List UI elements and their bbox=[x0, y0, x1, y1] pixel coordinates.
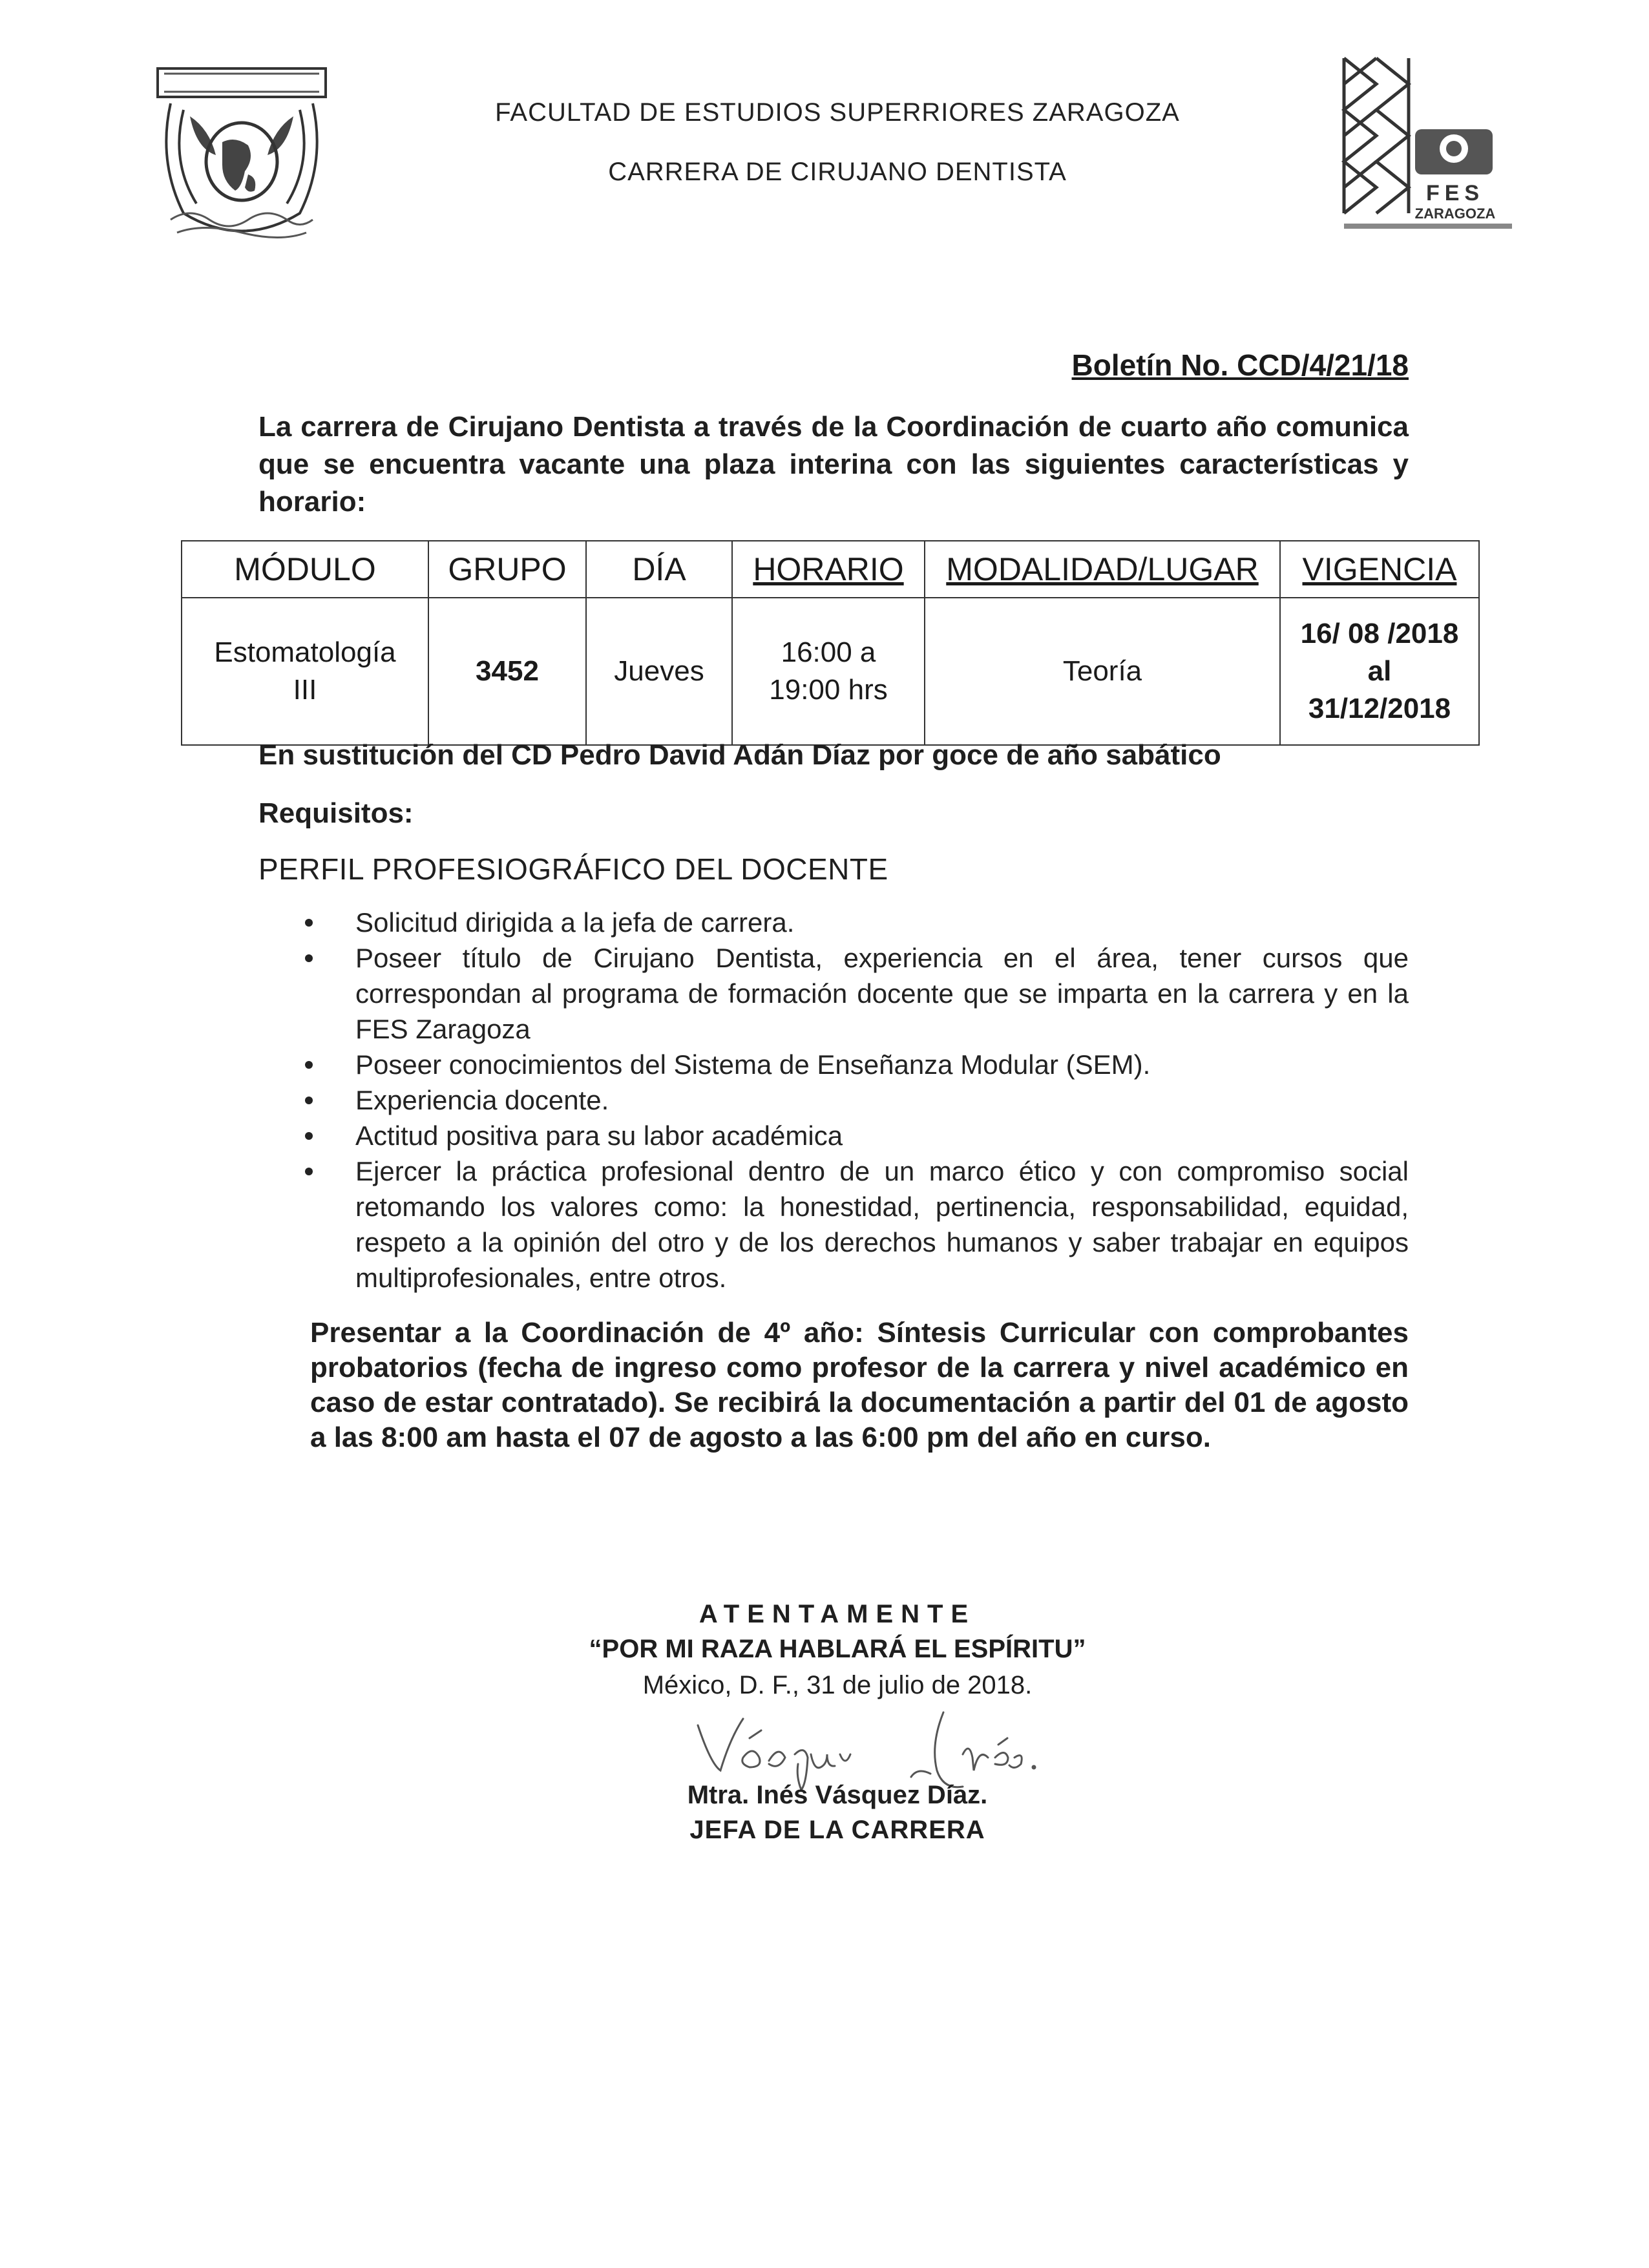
cell-vigencia-line2: al bbox=[1367, 655, 1392, 687]
requirements-label: Requisitos: bbox=[258, 797, 414, 829]
bullet-icon bbox=[305, 1132, 313, 1140]
requirement-text: Poseer título de Cirujano Dentista, experiencia en el área, tener cursos que correspondan al programa de formación docente que se imparta en la carrera y en la FES Zaragoza bbox=[355, 943, 1409, 1044]
cell-vigencia-line3: 31/12/2018 bbox=[1308, 693, 1451, 724]
closing-motto: “POR MI RAZA HABLARÁ EL ESPÍRITU” bbox=[589, 1635, 1086, 1663]
cell-horario-line1: 16:00 a bbox=[781, 636, 876, 668]
requirements-list bbox=[297, 905, 1409, 1296]
col-header-modalidad-label: MODALIDAD/LUGAR bbox=[946, 551, 1259, 587]
bulletin-number: Boletín No. CCD/4/21/18 bbox=[1071, 348, 1409, 382]
bullet-icon bbox=[305, 919, 313, 927]
cell-modulo bbox=[182, 598, 428, 745]
zaragoza-logo-text: ZARAGOZA bbox=[1414, 205, 1496, 222]
submission-instructions: Presentar a la Coordinación de 4º año: Síntesis Curricular con comprobantes probatorios (fecha de ingreso como profesor de la carrera y nivel académico en caso de estar contratado). Se recibirá la documentación a partir del 01 de agosto a las 8:00 am hasta el 07 de agosto a las 6:00 pm del año en curso. bbox=[310, 1317, 1409, 1453]
bullet-icon bbox=[305, 954, 313, 962]
table-row bbox=[182, 598, 1479, 745]
cell-dia: Jueves bbox=[586, 598, 732, 745]
fes-logo-text: FES bbox=[1425, 181, 1485, 205]
col-header-modulo: MÓDULO bbox=[182, 541, 428, 598]
table-header-row bbox=[182, 541, 1479, 598]
col-header-horario-label: HORARIO bbox=[753, 551, 904, 587]
signatory-title: JEFA DE LA CARRERA bbox=[689, 1816, 985, 1844]
cell-vigencia bbox=[1280, 598, 1479, 745]
col-header-grupo: GRUPO bbox=[428, 541, 586, 598]
col-header-dia: DÍA bbox=[586, 541, 732, 598]
intro-paragraph: La carrera de Cirujano Dentista a través de la Coordinación de cuarto año comunica que se encuentra vacante una plaza interina con las siguientes características y horario: bbox=[258, 411, 1409, 518]
col-header-vigencia bbox=[1280, 541, 1479, 598]
requirement-text: Experiencia docente. bbox=[355, 1085, 609, 1115]
cell-modulo-line1: Estomatología bbox=[214, 636, 396, 668]
vacancy-table bbox=[181, 540, 1480, 746]
cell-horario bbox=[732, 598, 925, 745]
list-item bbox=[297, 940, 1409, 1047]
closing-place-date: México, D. F., 31 de julio de 2018. bbox=[642, 1671, 1033, 1699]
profile-title: PERFIL PROFESIOGRÁFICO DEL DOCENTE bbox=[258, 852, 888, 886]
bullet-icon bbox=[305, 1168, 313, 1175]
list-item bbox=[297, 1118, 1409, 1153]
cell-modulo-line2: III bbox=[293, 674, 317, 706]
cell-grupo: 3452 bbox=[428, 598, 586, 745]
col-header-horario bbox=[732, 541, 925, 598]
list-item bbox=[297, 1047, 1409, 1082]
list-item bbox=[297, 1153, 1409, 1296]
requirement-text: Actitud positiva para su labor académica bbox=[355, 1120, 843, 1151]
list-item bbox=[297, 1082, 1409, 1118]
cell-vigencia-line1: 16/ 08 /2018 bbox=[1300, 618, 1459, 649]
list-item bbox=[297, 905, 1409, 940]
col-header-vigencia-label: VIGENCIA bbox=[1302, 551, 1457, 587]
closing-atentamente: ATENTAMENTE bbox=[698, 1600, 976, 1628]
requirement-text: Poseer conocimientos del Sistema de Enseñanza Modular (SEM). bbox=[355, 1049, 1151, 1080]
fes-zaragoza-logo-icon bbox=[1318, 45, 1512, 239]
requirement-text: Solicitud dirigida a la jefa de carrera. bbox=[355, 907, 795, 938]
header-career-name: CARRERA DE CIRUJANO DENTISTA bbox=[608, 158, 1067, 186]
bullet-icon bbox=[305, 1097, 313, 1104]
signatory-name: Mtra. Inés Vásquez Díaz. bbox=[687, 1781, 988, 1809]
col-header-modalidad bbox=[925, 541, 1280, 598]
substitution-note: En sustitución del CD Pedro David Adán Díaz por goce de año sabático bbox=[258, 739, 1221, 771]
cell-horario-line2: 19:00 hrs bbox=[769, 674, 888, 706]
cell-modalidad: Teoría bbox=[925, 598, 1280, 745]
bullet-icon bbox=[305, 1061, 313, 1069]
requirement-text: Ejercer la práctica profesional dentro de un marco ético y con compromiso social retomando los valores como: la honestidad, pertinencia, responsabilidad, equidad, respeto a la opinión del otro y de los derechos humanos y saber trabajar en equipos multiprofesionales, entre otros. bbox=[355, 1156, 1409, 1293]
header-faculty-name: FACULTAD DE ESTUDIOS SUPERRIORES ZARAGOZA bbox=[495, 98, 1180, 127]
